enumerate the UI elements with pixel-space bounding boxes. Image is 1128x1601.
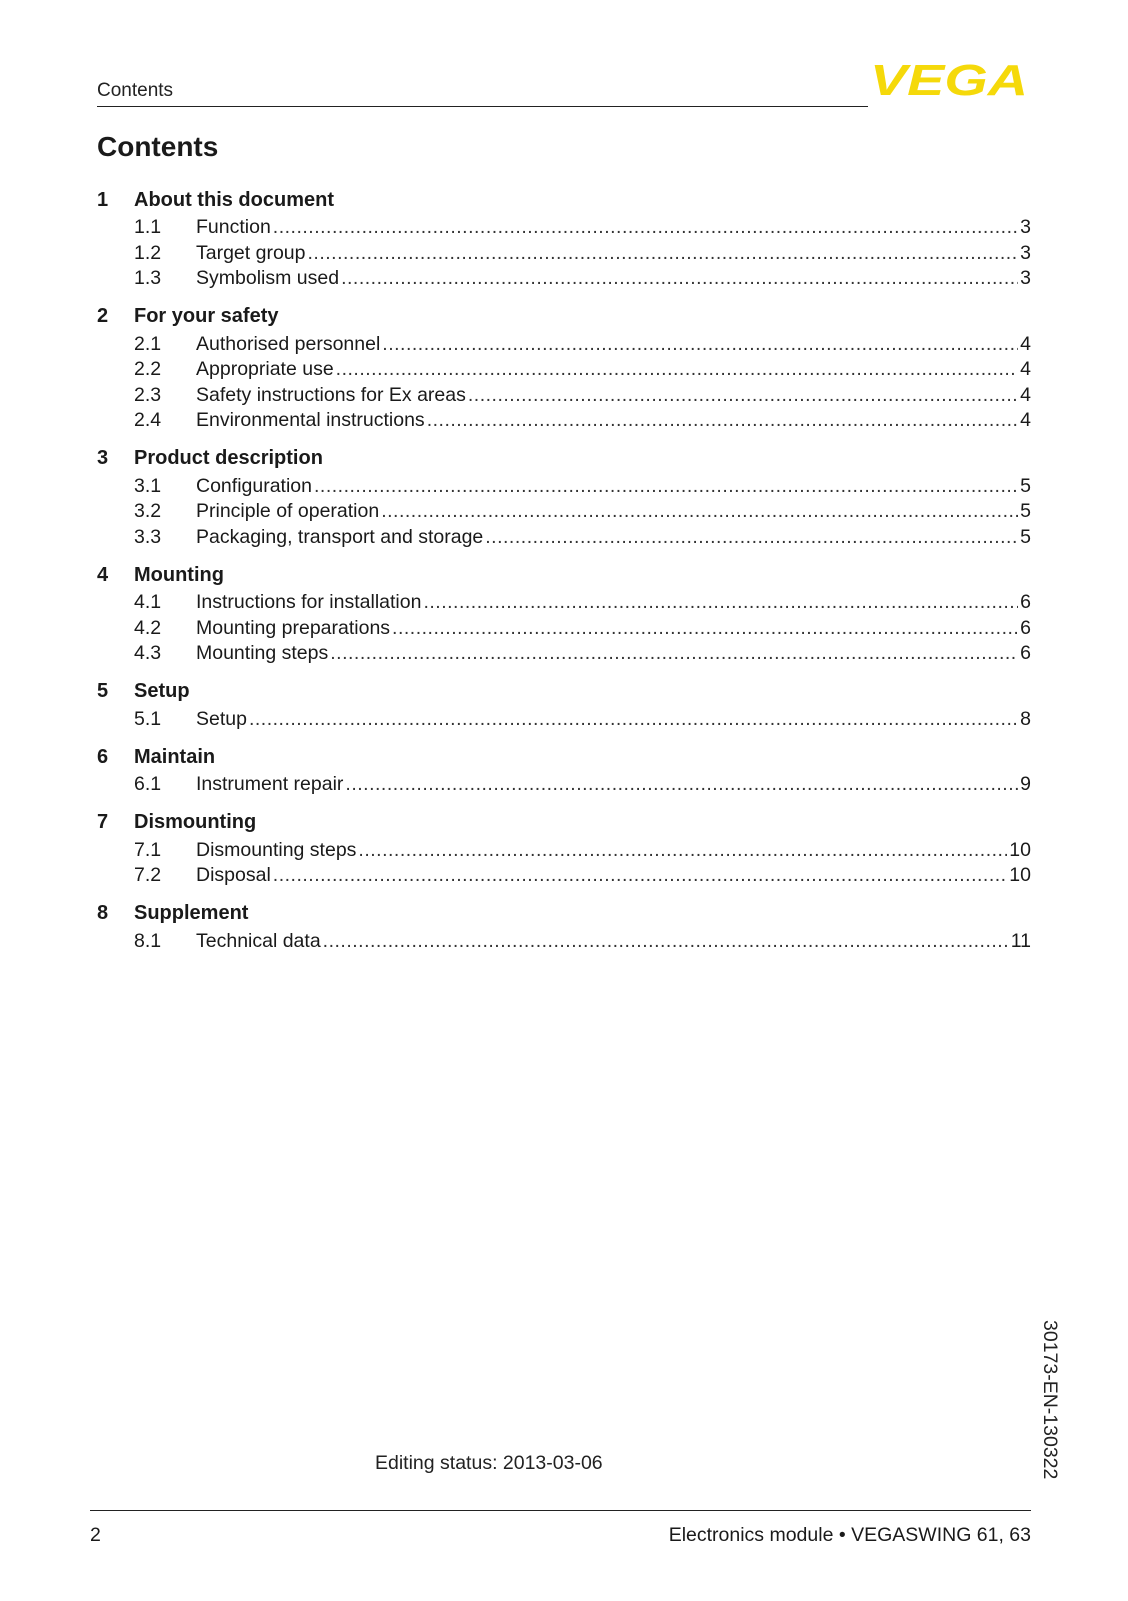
- toc-section-heading[interactable]: [97, 901, 1031, 927]
- toc-section: [97, 679, 1031, 734]
- toc-entry-number: 1.3: [134, 267, 162, 289]
- page-title: Contents: [97, 131, 219, 162]
- toc-section-title: Mounting: [134, 563, 224, 586]
- toc-entry-label: Mounting preparations: [196, 616, 391, 639]
- toc-section-heading[interactable]: [97, 744, 1031, 770]
- toc-dot-leader: [423, 591, 1018, 614]
- toc-entry-number: 4.1: [134, 591, 162, 613]
- toc-entry[interactable]: [97, 216, 1031, 242]
- toc-dot-leader: [314, 475, 1018, 498]
- toc-section-number: 4: [97, 563, 109, 586]
- toc-section-number: 6: [97, 745, 109, 768]
- toc-section-title: For your safety: [134, 305, 279, 327]
- toc-entry-page: 9: [1020, 773, 1031, 795]
- toc-entry[interactable]: [97, 358, 1031, 384]
- toc-entry-label: Packaging, transport and storage: [196, 525, 484, 548]
- table-of-contents: [97, 187, 1031, 966]
- toc-entry[interactable]: [97, 267, 1031, 293]
- toc-section-heading[interactable]: [97, 810, 1031, 836]
- toc-entry-number: 3.2: [134, 500, 162, 522]
- toc-entry-label: Safety instructions for Ex areas: [196, 383, 466, 406]
- toc-entry[interactable]: [97, 500, 1031, 526]
- toc-dot-leader: [382, 333, 1018, 356]
- toc-entry[interactable]: [97, 333, 1031, 359]
- footer-document-title: Electronics module • VEGASWING 61, 63: [668, 1524, 1031, 1546]
- toc-entry-page: 4: [1020, 383, 1031, 406]
- toc-entry-page: 6: [1020, 591, 1031, 613]
- toc-entry-number: 2.3: [134, 383, 162, 406]
- toc-section-heading[interactable]: [97, 446, 1031, 472]
- toc-entry-label: Instrument repair: [196, 773, 344, 795]
- toc-section: [97, 187, 1031, 293]
- toc-entry[interactable]: [97, 708, 1031, 734]
- toc-entry-number: 5.1: [134, 707, 162, 730]
- toc-entry-number: 1.1: [134, 216, 162, 238]
- toc-entry-page: 4: [1020, 332, 1031, 355]
- toc-entry-label: Function: [196, 216, 271, 238]
- toc-entry[interactable]: [97, 242, 1031, 268]
- toc-entry-label: Appropriate use: [196, 358, 334, 380]
- toc-section-heading[interactable]: [97, 562, 1031, 588]
- toc-entry[interactable]: [97, 617, 1031, 643]
- vega-logo: [870, 57, 1030, 101]
- toc-entry-number: 1.2: [134, 241, 162, 264]
- toc-entry[interactable]: [97, 642, 1031, 668]
- toc-entry-label: Instructions for installation: [196, 591, 422, 613]
- toc-entry-label: Target group: [196, 241, 306, 264]
- toc-entry-label: Environmental instructions: [196, 409, 425, 431]
- toc-entry-label: Disposal: [196, 864, 271, 886]
- toc-entry-page: 4: [1020, 358, 1031, 380]
- toc-entry-number: 3.1: [134, 474, 162, 497]
- toc-section-number: 3: [97, 447, 109, 469]
- toc-entry-page: 6: [1020, 616, 1031, 639]
- toc-section: [97, 562, 1031, 668]
- toc-entry[interactable]: [97, 839, 1031, 865]
- toc-section-title: Product description: [134, 447, 323, 469]
- toc-dot-leader: [249, 708, 1018, 731]
- toc-section-number: 5: [97, 680, 109, 702]
- toc-entry-page: 4: [1020, 409, 1031, 431]
- toc-section-number: 1: [97, 188, 109, 211]
- document-code: 30173-EN-130322: [1039, 1320, 1061, 1480]
- toc-entry-page: 5: [1020, 525, 1031, 548]
- toc-entry-label: Mounting steps: [196, 642, 329, 664]
- toc-entry-page: 3: [1020, 216, 1031, 238]
- toc-section: [97, 446, 1031, 552]
- toc-entry[interactable]: [97, 930, 1031, 956]
- toc-entry[interactable]: [97, 384, 1031, 410]
- toc-entry-number: 3.3: [134, 525, 162, 548]
- toc-entry-number: 8.1: [134, 929, 162, 952]
- toc-section-title: About this document: [134, 188, 334, 211]
- toc-entry-label: Technical data: [196, 929, 321, 952]
- editing-status: Editing status: 2013-03-06: [375, 1452, 603, 1474]
- toc-section-number: 2: [97, 305, 109, 327]
- toc-dot-leader: [273, 216, 1018, 239]
- toc-section-number: 7: [97, 811, 109, 833]
- toc-section-title: Maintain: [134, 745, 216, 768]
- toc-entry-number: 4.2: [134, 616, 162, 639]
- header-rule: [97, 106, 868, 107]
- vega-logo-text: VEGA: [870, 57, 1028, 101]
- toc-entry-page: 5: [1020, 474, 1031, 497]
- toc-dot-leader: [323, 930, 1009, 953]
- toc-section: [97, 810, 1031, 890]
- toc-entry[interactable]: [97, 864, 1031, 890]
- toc-entry-page: 6: [1020, 642, 1031, 664]
- toc-entry-page: 10: [1009, 864, 1031, 886]
- toc-dot-leader: [273, 864, 1008, 887]
- toc-entry-number: 2.2: [134, 358, 162, 380]
- toc-dot-leader: [330, 642, 1018, 665]
- toc-dot-leader: [308, 242, 1019, 265]
- toc-entry-label: Principle of operation: [196, 500, 380, 522]
- toc-entry[interactable]: [97, 591, 1031, 617]
- toc-entry[interactable]: [97, 526, 1031, 552]
- toc-entry[interactable]: [97, 773, 1031, 799]
- toc-entry-page: 5: [1020, 500, 1031, 522]
- toc-section: [97, 304, 1031, 435]
- toc-dot-leader: [345, 773, 1018, 796]
- toc-entry-label: Configuration: [196, 474, 312, 497]
- toc-dot-leader: [427, 409, 1018, 432]
- toc-dot-leader: [485, 526, 1018, 549]
- toc-entry-label: Authorised personnel: [196, 332, 381, 355]
- toc-entry-page: 11: [1010, 929, 1031, 952]
- toc-dot-leader: [336, 358, 1018, 381]
- toc-section-title: Setup: [134, 680, 190, 702]
- toc-section-heading[interactable]: [97, 304, 1031, 330]
- toc-entry-page: 10: [1009, 838, 1031, 861]
- running-header: Contents: [97, 80, 174, 101]
- toc-entry-page: 3: [1020, 241, 1031, 264]
- toc-entry-number: 2.4: [134, 409, 162, 431]
- toc-entry[interactable]: [97, 475, 1031, 501]
- toc-section-title: Dismounting: [134, 811, 257, 833]
- toc-section-title: Supplement: [134, 902, 249, 924]
- footer-page-number: 2: [90, 1524, 101, 1546]
- toc-entry-number: 7.2: [134, 864, 162, 886]
- toc-dot-leader: [468, 384, 1018, 407]
- toc-entry-number: 4.3: [134, 642, 162, 664]
- toc-dot-leader: [392, 617, 1018, 640]
- toc-entry-number: 7.1: [134, 838, 162, 861]
- toc-dot-leader: [358, 839, 1007, 862]
- toc-dot-leader: [341, 267, 1018, 290]
- toc-entry-label: Setup: [196, 707, 247, 730]
- toc-section: [97, 901, 1031, 956]
- toc-entry-label: Dismounting steps: [196, 838, 357, 861]
- toc-entry-number: 2.1: [134, 332, 162, 355]
- toc-section-heading[interactable]: [97, 679, 1031, 705]
- toc-dot-leader: [381, 500, 1018, 523]
- toc-section-number: 8: [97, 902, 109, 924]
- toc-entry-number: 6.1: [134, 773, 162, 795]
- toc-entry[interactable]: [97, 409, 1031, 435]
- toc-entry-page: 8: [1020, 707, 1031, 730]
- footer-rule: [90, 1510, 1031, 1511]
- toc-section-heading[interactable]: [97, 187, 1031, 213]
- toc-section: [97, 744, 1031, 799]
- toc-entry-label: Symbolism used: [196, 267, 340, 289]
- toc-entry-page: 3: [1020, 267, 1031, 289]
